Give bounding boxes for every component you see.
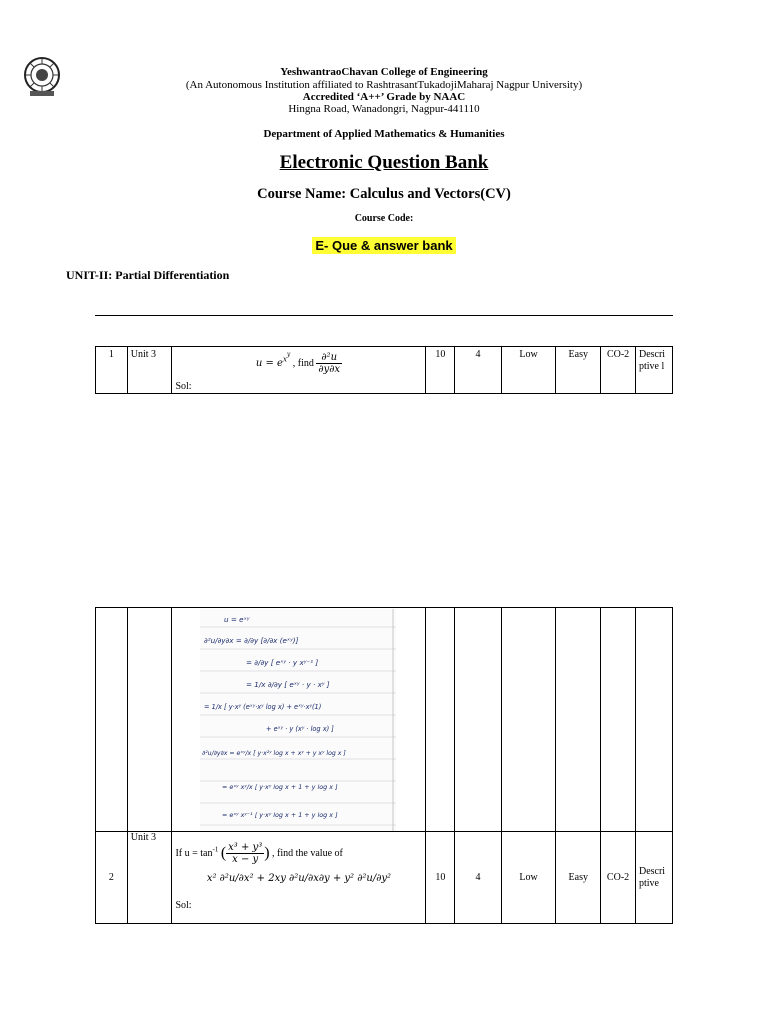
address-text: Hingna Road, Wanadongri, Nagpur-441110 xyxy=(288,103,480,115)
department-name: Department of Applied Mathematics & Humanities xyxy=(263,128,505,140)
question-number: 2 xyxy=(96,832,128,924)
bank-label: E- Que & answer bank xyxy=(312,237,455,254)
handwritten-line: = 1/x ∂/∂y [ eˣʸ · y · xʸ ] xyxy=(246,680,330,689)
handwritten-line: = 1/x [ y·xʸ (eˣʸ·xʸ log x) + eˣʸ·xʸ(1) xyxy=(204,703,322,711)
handwritten-line: ∂²u/∂y∂x = ∂/∂y [∂/∂x (eˣʸ)] xyxy=(204,636,299,645)
handwritten-line: ∂²u/∂y∂x = eˣʸ/x [ y·x²ʸ log x + xʸ + y xʸ log x ] xyxy=(202,750,346,757)
accreditation-text: Accredited ‘A++’ Grade by NAAC xyxy=(302,91,466,103)
question-number: 1 xyxy=(96,347,128,394)
difficulty: Easy xyxy=(556,832,601,924)
table-row xyxy=(96,832,673,924)
college-name: YeshwantraoChavan College of Engineering xyxy=(280,66,488,78)
handwritten-line: = eˣʸ xʸ⁻¹ [ y·xʸ log x + 1 + y log x ] xyxy=(222,811,338,819)
question-type: Descri ptive xyxy=(635,832,672,924)
question-text: If $u = \tan^{-1}$ ( $\frac{\text{x³ + y³}}{x - y}$ ) , find the value of xyxy=(175,842,343,865)
level: Low xyxy=(501,832,556,924)
course-code: Course Code: xyxy=(354,213,414,224)
fraction: $\frac{\text{∂²u}}{\partial y\partial x}$ xyxy=(318,352,341,376)
course-outcome: CO-2 xyxy=(601,347,636,394)
handwritten-line: = eˣʸ xʸ/x [ y·xʸ log x + 1 + y log x ] xyxy=(222,783,338,791)
question-body xyxy=(172,347,426,394)
course-name: Course Name: Calculus and Vectors(CV) xyxy=(257,186,511,202)
marks: 10 xyxy=(426,832,455,924)
question-unit: Unit 3 xyxy=(127,832,172,924)
question-type: Descri ptive l xyxy=(635,347,672,394)
fraction: $\frac{\text{x³ + y³}}{x - y}$ xyxy=(228,842,263,865)
question-expression: x² ∂²u/∂x² + 2xy ∂²u/∂x∂y + y² ∂²u/∂y² xyxy=(206,873,392,884)
bloom-level: 4 xyxy=(455,347,502,394)
level: Low xyxy=(501,347,556,394)
bloom-level: 4 xyxy=(455,832,502,924)
difficulty: Easy xyxy=(556,347,601,394)
handwritten-solution-image xyxy=(200,609,396,831)
question-table-1 xyxy=(95,346,673,394)
page-title: Electronic Question Bank xyxy=(279,152,489,173)
marks: 10 xyxy=(426,347,455,394)
table-row xyxy=(96,347,673,394)
affiliation-text: (An Autonomous Institution affiliated to RashtrasantTukadojiMaharaj Nagpur University) xyxy=(185,79,583,91)
course-outcome: CO-2 xyxy=(601,832,636,924)
sol-label: Sol: xyxy=(175,900,192,911)
handwritten-line: = ∂/∂y [ eˣʸ · y xʸ⁻¹ ] xyxy=(246,658,319,667)
handwritten-line: u = eˣʸ xyxy=(224,615,250,624)
sol-label: Sol: xyxy=(175,381,192,392)
unit-heading: UNIT-II: Partial Differentiation xyxy=(66,268,230,282)
question-unit: Unit 3 xyxy=(127,347,172,394)
divider-line xyxy=(95,315,673,316)
question-body xyxy=(172,832,426,924)
question-text: $u = e^{xy}$ , find $\frac{\text{∂²u}}{\partial y\partial x}$ xyxy=(255,351,341,376)
handwritten-line: + eˣʸ · y (xʸ · log x) ] xyxy=(266,725,334,733)
